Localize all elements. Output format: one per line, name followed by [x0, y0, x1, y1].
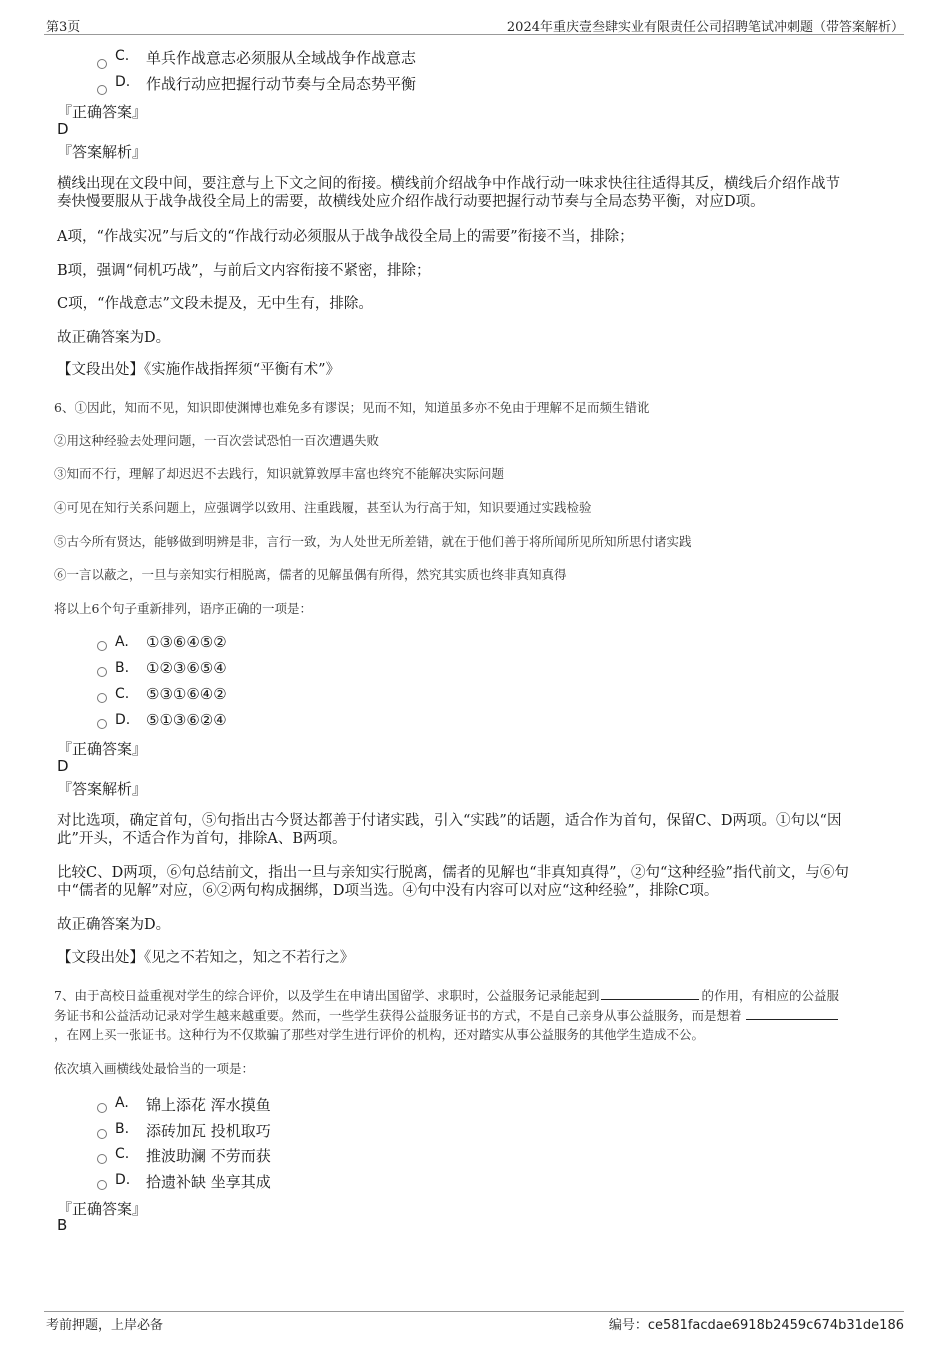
radio-icon[interactable] [97, 1103, 107, 1113]
question-stem-line [54, 1006, 838, 1024]
analysis-line: 横线出现在文段中间，要注意与上下文之间的衔接。横线前介绍战争中作战行动一味求快往往适得其反，横线后介绍作战节 [57, 176, 840, 192]
analysis-label: 『答案解析』 [57, 143, 148, 161]
option-letter: D. [115, 712, 131, 728]
sentence-item: ②用这种经验去处理问题，一百次尝试恐怕一百次遭遇失败 [54, 433, 380, 448]
question-stem [54, 986, 839, 1004]
option-text: 作战行动应把握行动节奏与全局态势平衡 [146, 75, 417, 93]
code-value: ce581facdae6918b2459c674b31de186 [647, 1318, 904, 1333]
stem-text: 7、由于高校日益重视对学生的综合评价，以及学生在申请出国留学、求职时，公益服务记录能起到 [54, 988, 600, 1003]
option-text: 单兵作战意志必须服从全域战争作战意志 [146, 49, 417, 67]
fill-blank-1 [601, 986, 699, 1000]
option-text: ⑤③①⑥④② [146, 685, 227, 703]
radio-icon[interactable] [97, 1129, 107, 1139]
sentence-item: ⑥一言以蔽之，一旦与亲知实行相脱离，儒者的见解虽偶有所得，然究其实质也终非真知真得 [54, 567, 567, 582]
radio-icon[interactable] [97, 59, 107, 69]
correct-answer-value: D [57, 757, 69, 775]
source-citation: 【文段出处】《见之不若知之，知之不若行之》 [57, 950, 355, 966]
radio-icon[interactable] [97, 1154, 107, 1164]
analysis-line: 奏快慢要服从于战争战役全局上的需要，故横线处应介绍作战行动要把握行动节奏与全局态势平衡，对应D项。 [57, 194, 765, 210]
option-letter: D. [115, 1172, 131, 1188]
header-divider [44, 34, 904, 35]
page-number: 第3页 [46, 20, 81, 35]
correct-answer-label: 『正确答案』 [57, 740, 148, 758]
stem-text: 的作用，有相应的公益服 [701, 988, 839, 1003]
option-letter: C. [115, 686, 130, 702]
analysis-line: B项，强调“伺机巧战”，与前后文内容衔接不紧密，排除； [57, 263, 431, 279]
correct-answer-label: 『正确答案』 [57, 103, 148, 121]
correct-answer-value: D [57, 120, 69, 138]
option-letter: D. [115, 74, 131, 90]
correct-answer-label: 『正确答案』 [57, 1200, 148, 1218]
analysis-line: 比较C、D两项，⑥句总结前文，指出一旦与亲知实行脱离，儒者的见解也“非真知真得”，②句“这种经验”指代前文，与⑥句 [57, 865, 849, 881]
correct-answer-value: B [57, 1216, 68, 1234]
option-letter: C. [115, 1146, 130, 1162]
footer-slogan: 考前押题，上岸必备 [46, 1318, 164, 1333]
option-text: ①②③⑥⑤④ [146, 659, 227, 677]
option-text: ⑤①③⑥②④ [146, 711, 227, 729]
radio-icon[interactable] [97, 641, 107, 651]
analysis-line: 此”开头，不适合作为首句，排除A、B两项。 [57, 831, 347, 847]
question-prompt: 依次填入画横线处最恰当的一项是： [54, 1061, 255, 1076]
option-letter: C. [115, 48, 130, 64]
fill-blank-2 [746, 1006, 838, 1020]
stem-text: 务证书和公益活动记录对学生越来越重要。然而，一些学生获得公益服务证书的方式，不是自己亲身从事公益服务，而是想着 [54, 1008, 742, 1023]
analysis-line: 故正确答案为D。 [57, 917, 171, 933]
question-stem: 6、①因此，知而不见，知识即使渊博也难免多有谬误；见而不知，知道虽多亦不免由于理解不足而频生错讹 [54, 400, 650, 415]
option-letter: A. [115, 1095, 129, 1111]
analysis-line: 故正确答案为D。 [57, 330, 171, 346]
option-text: 拾遗补缺 坐享其成 [146, 1173, 271, 1191]
option-letter: A. [115, 634, 129, 650]
question-prompt: 将以上6个句子重新排列，语序正确的一项是： [54, 601, 312, 616]
radio-icon[interactable] [97, 85, 107, 95]
analysis-line: 对比选项，确定首句，⑤句指出古今贤达都善于付诸实践，引入“实践”的话题，适合作为首句，保留C、D两项。①句以“因 [57, 813, 842, 829]
document-code [609, 1314, 904, 1333]
code-label: 编号： [608, 1318, 648, 1333]
sentence-item: ③知而不行，理解了却迟迟不去践行，知识就算敦厚丰富也终究不能解决实际问题 [54, 466, 505, 481]
question-stem-line: ，在网上买一张证书。这种行为不仅欺骗了那些对学生进行评价的机构，还对踏实从事公益服务的其他学生造成不公。 [54, 1027, 705, 1042]
document-title: 2024年重庆壹叁肆实业有限责任公司招聘笔试冲刺题（带答案解析） [506, 20, 904, 35]
option-letter: B. [115, 660, 130, 676]
option-letter: B. [115, 1121, 130, 1137]
analysis-label: 『答案解析』 [57, 780, 148, 798]
radio-icon[interactable] [97, 667, 107, 677]
option-text: 推波助澜 不劳而获 [146, 1147, 271, 1165]
sentence-item: ⑤古今所有贤达，能够做到明辨是非，言行一致，为人处世无所差错，就在于他们善于将所闻所见所知所思付诸实践 [54, 534, 692, 549]
option-text: 锦上添花 浑水摸鱼 [146, 1096, 271, 1114]
option-text: ①③⑥④⑤② [146, 633, 227, 651]
option-text: 添砖加瓦 投机取巧 [146, 1122, 271, 1140]
analysis-line: 中“儒者的见解”对应，⑥②两句构成捆绑，D项当选。④句中没有内容可以对应“这种经验”，排除C项。 [57, 883, 719, 899]
radio-icon[interactable] [97, 1180, 107, 1190]
source-citation: 【文段出处】《实施作战指挥须“平衡有术”》 [57, 362, 341, 378]
sentence-item: ④可见在知行关系问题上，应强调学以致用、注重践履，甚至认为行高于知，知识要通过实践检验 [54, 500, 592, 515]
radio-icon[interactable] [97, 719, 107, 729]
analysis-line: C项，“作战意志”文段未提及，无中生有，排除。 [57, 296, 373, 312]
radio-icon[interactable] [97, 693, 107, 703]
analysis-line: A项，“作战实况”与后文的“作战行动必须服从于战争战役全局上的需要”衔接不当，排除； [57, 229, 634, 245]
footer-divider [44, 1311, 904, 1312]
